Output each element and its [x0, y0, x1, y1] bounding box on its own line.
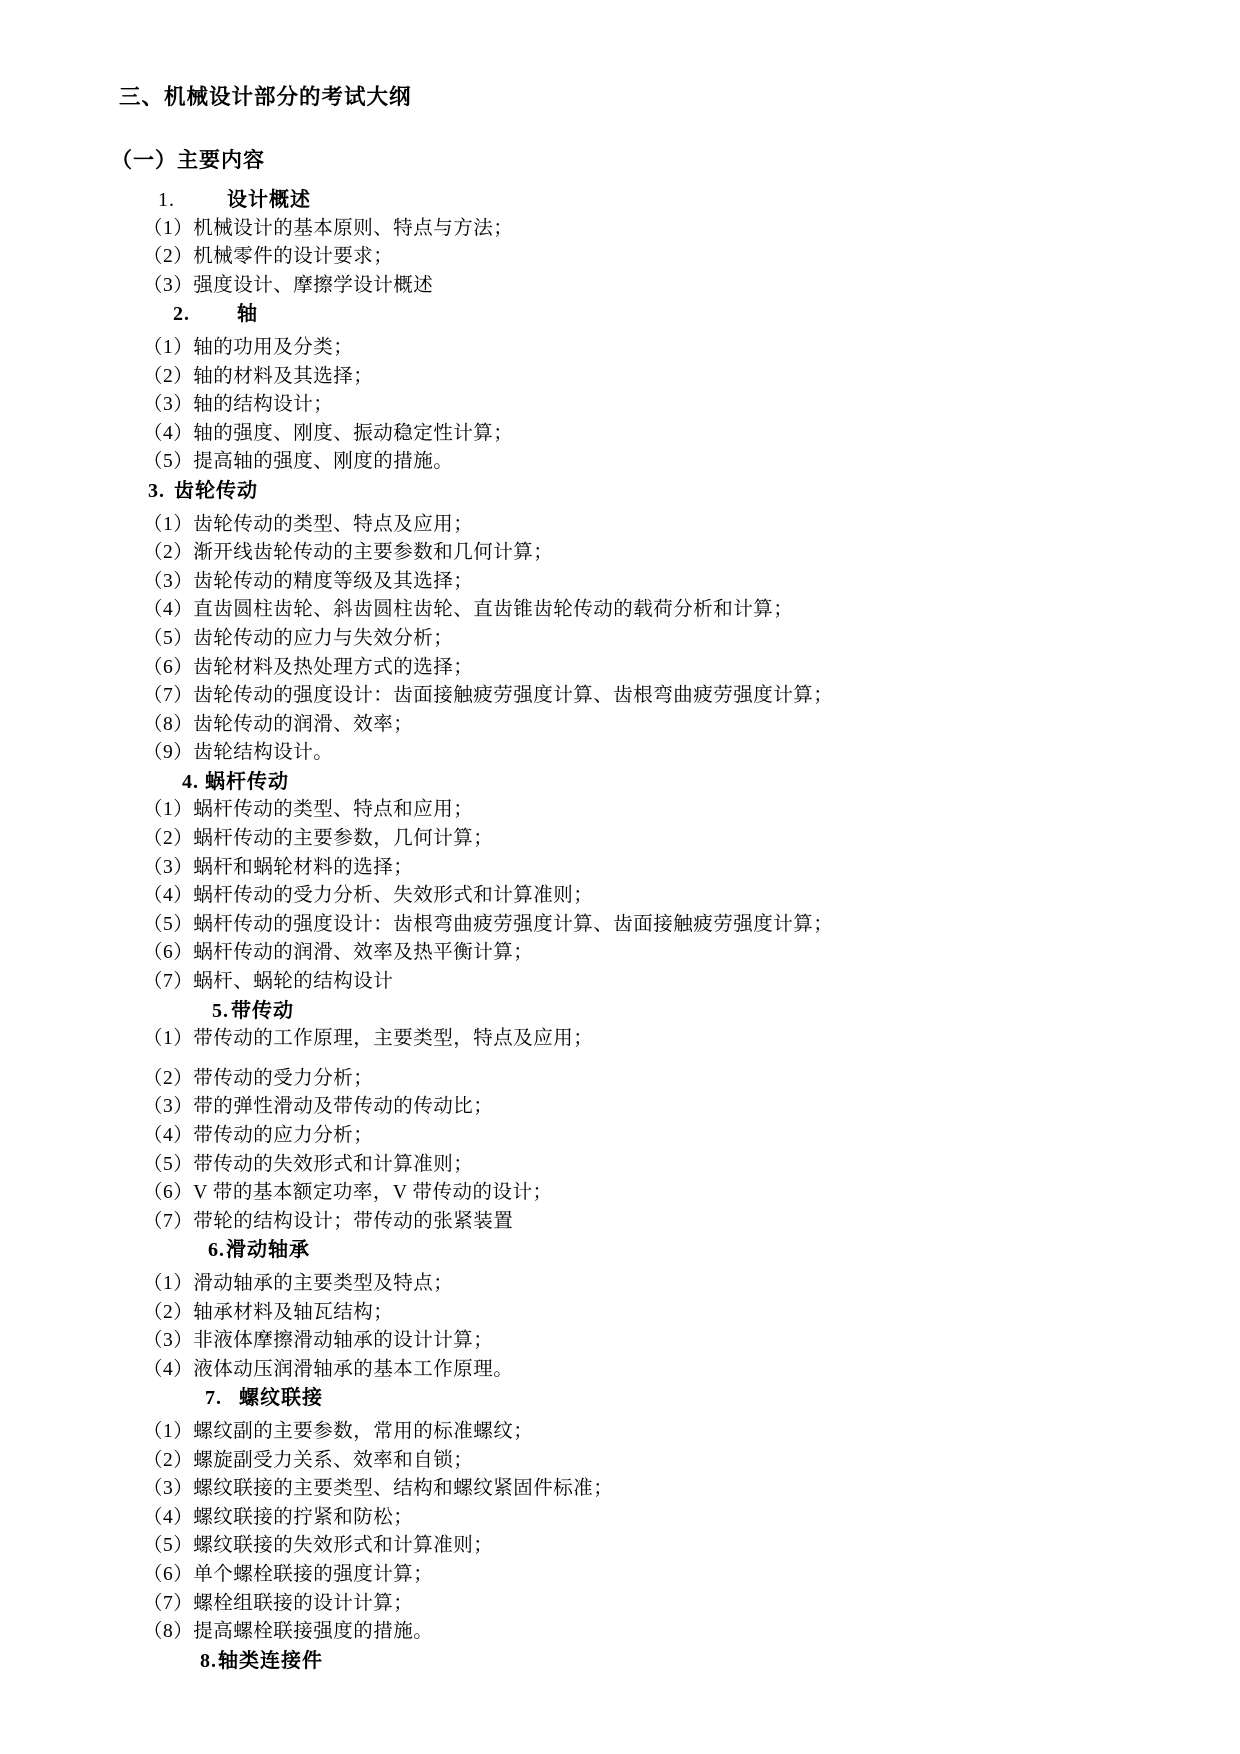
- section-number: 2.: [173, 303, 190, 326]
- outline-item: （6）V 带的基本额定功率，V 带传动的设计；: [143, 1182, 553, 1204]
- section-title: 带传动: [231, 999, 294, 1022]
- section-items: [0, 334, 1240, 477]
- outline-item: （7）螺栓组联接的设计计算；: [143, 1592, 414, 1614]
- outline-item: （1）蜗杆传动的类型、特点和应用；: [143, 799, 474, 821]
- outline-item: （2）渐开线齿轮传动的主要参数和几何计算；: [143, 542, 554, 564]
- outline-item: （5）螺纹联接的失效形式和计算准则；: [143, 1535, 494, 1557]
- outline-section: [0, 1384, 1240, 1646]
- outline-item: （9）齿轮结构设计。: [143, 742, 334, 764]
- outline-item: （2）机械零件的设计要求；: [143, 246, 394, 268]
- section-number: 6.: [208, 1239, 225, 1262]
- outline-item: （2）蜗杆传动的主要参数，几何计算；: [143, 828, 494, 850]
- section-items: [0, 1270, 1240, 1384]
- outline-item: （3）非液体摩擦滑动轴承的设计计算；: [143, 1330, 494, 1352]
- outline-item: （5）齿轮传动的应力与失效分析；: [143, 627, 454, 649]
- outline-item: （1）齿轮传动的类型、特点及应用；: [143, 513, 474, 535]
- outline-item: （5）蜗杆传动的强度设计：齿根弯曲疲劳强度计算、齿面接触疲劳强度计算；: [143, 913, 834, 935]
- outline-item: （2）螺旋副受力关系、效率和自锁；: [143, 1449, 474, 1471]
- outline-section: [0, 477, 1240, 768]
- outline-item: （3）强度设计、摩擦学设计概述: [143, 274, 434, 296]
- outline-item: （1）轴的功用及分类；: [143, 336, 354, 358]
- section-items: [0, 796, 1240, 996]
- section-heading: [0, 1647, 1240, 1676]
- outline-item: （2）轴的材料及其选择；: [143, 365, 374, 387]
- doc-title: 三、机械设计部分的考试大纲: [119, 85, 412, 109]
- outline-section: [0, 300, 1240, 477]
- section-heading: [0, 768, 1240, 797]
- outline-item: （5）提高轴的强度、刚度的措施。: [143, 451, 454, 473]
- outline-item: （1）螺纹副的主要参数，常用的标准螺纹；: [143, 1420, 534, 1442]
- outline-item: （8）齿轮传动的润滑、效率；: [143, 713, 414, 735]
- outline-section: [0, 997, 1240, 1237]
- section-number: 5.: [212, 999, 229, 1022]
- outline-item: （7）齿轮传动的强度设计：齿面接触疲劳强度计算、齿根弯曲疲劳强度计算；: [143, 685, 834, 707]
- section-title: 设计概述: [227, 189, 311, 211]
- outline-item: （4）螺纹联接的拧紧和防松；: [143, 1506, 414, 1528]
- outline-item: （6）蜗杆传动的润滑、效率及热平衡计算；: [143, 942, 534, 964]
- outline-item: （4）液体动压润滑轴承的基本工作原理。: [143, 1358, 514, 1380]
- outline-sections: [0, 186, 1240, 1675]
- outline-item: （3）螺纹联接的主要类型、结构和螺纹紧固件标准；: [143, 1478, 614, 1500]
- outline-item: （4）轴的强度、刚度、振动稳定性计算；: [143, 422, 514, 444]
- outline-item: （3）蜗杆和蜗轮材料的选择；: [143, 856, 414, 878]
- outline-item: （3）带的弹性滑动及带传动的传动比；: [143, 1096, 494, 1118]
- outline-item: （1）滑动轴承的主要类型及特点；: [143, 1272, 454, 1294]
- section-title: 螺纹联接: [239, 1387, 323, 1410]
- outline-item: （3）齿轮传动的精度等级及其选择；: [143, 570, 474, 592]
- section-number: 4.: [182, 770, 199, 793]
- outline-item: （1）机械设计的基本原则、特点与方法；: [143, 217, 514, 239]
- outline-item: （2）轴承材料及轴瓦结构；: [143, 1301, 394, 1323]
- section-title: 齿轮传动: [174, 479, 258, 502]
- outline-item: （4）带传动的应力分析；: [143, 1125, 374, 1146]
- section-items: [0, 1025, 1240, 1236]
- outline-section: [0, 1236, 1240, 1384]
- section-heading: [0, 477, 1240, 506]
- outline-item: （6）齿轮材料及热处理方式的选择；: [143, 656, 474, 678]
- section-heading: [0, 300, 1240, 329]
- section-items: [0, 511, 1240, 768]
- section-heading: [0, 1236, 1240, 1265]
- outline-section: [0, 1647, 1240, 1676]
- outline-item: （5）带传动的失效形式和计算准则；: [143, 1153, 474, 1175]
- outline-item: （4）蜗杆传动的受力分析、失效形式和计算准则；: [143, 885, 594, 907]
- section-items: [0, 1418, 1240, 1647]
- section-number: 1.: [158, 189, 175, 211]
- section-number: 7.: [205, 1387, 222, 1410]
- section-items: [0, 215, 1240, 301]
- outline-item: （8）提高螺栓联接强度的措施。: [143, 1621, 434, 1643]
- outline-item: （2）带传动的受力分析；: [143, 1067, 374, 1089]
- outline-item: （4）直齿圆柱齿轮、斜齿圆柱齿轮、直齿锥齿轮传动的载荷分析和计算；: [143, 599, 794, 621]
- outline-section: [0, 768, 1240, 997]
- outline-item: （1）带传动的工作原理，主要类型，特点及应用；: [143, 1028, 594, 1050]
- section-number: 8.: [200, 1649, 217, 1672]
- section-number: 3.: [148, 479, 165, 502]
- section-title: 滑动轴承: [226, 1239, 310, 1262]
- outline-item: （6）单个螺栓联接的强度计算；: [143, 1563, 434, 1585]
- section-title: 轴: [237, 303, 258, 326]
- section-heading: [0, 997, 1240, 1026]
- outline-item: （3）轴的结构设计；: [143, 394, 334, 416]
- outline-section: [0, 186, 1240, 300]
- section-title: 轴类连接件: [218, 1649, 323, 1672]
- group-label: （一）主要内容: [111, 149, 265, 172]
- section-title: 蜗杆传动: [205, 770, 289, 793]
- section-heading: [0, 1384, 1240, 1413]
- outline-item: （7）蜗杆、蜗轮的结构设计: [143, 971, 394, 993]
- section-heading: [0, 186, 1240, 215]
- outline-item: （7）带轮的结构设计；带传动的张紧装置: [143, 1210, 514, 1232]
